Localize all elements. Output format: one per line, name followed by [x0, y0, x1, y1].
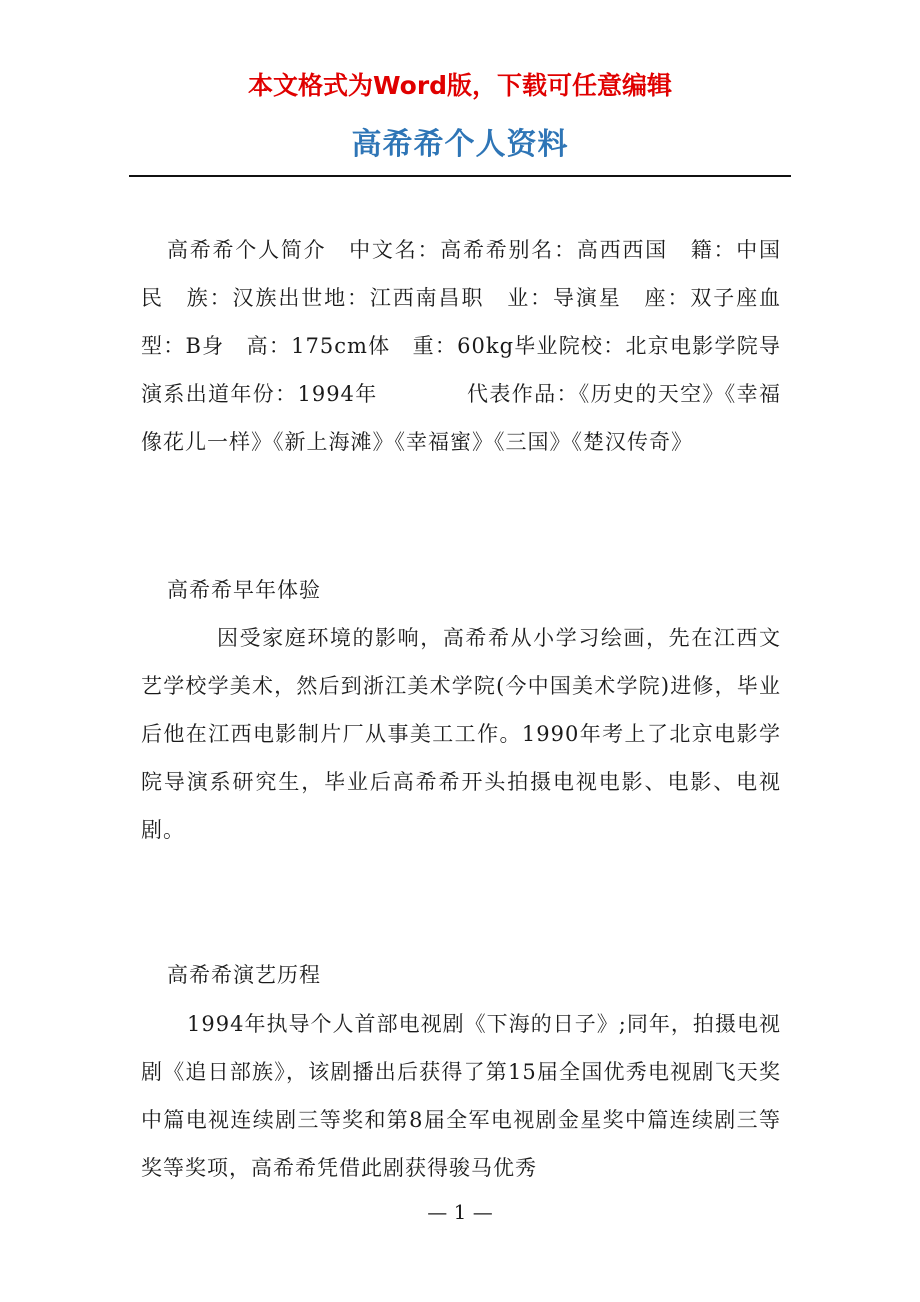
early-heading: 高希希早年体验 — [167, 578, 321, 602]
profile-paragraph: 高希希个人简介 中文名：高希希别名：高西西国 籍：中国民 族：汉族出世地：江西南昌职 业：导演星 座：双子座血 型：B身 高：175cm体 重：60kg毕业院校：北京电影学院导演系出道年份：1994年 代表作品：《历史的天空》《幸福像花儿一样》《新上海滩》《幸福蜜》《三国》《楚汉传奇》 — [141, 238, 803, 454]
career-heading: 高希希演艺历程 — [167, 963, 321, 987]
career-paragraph: 1994年执导个人首部电视剧《下海的日子》;同年，拍摄电视剧《追日部族》，该剧播出后获得了第15届全国优秀电视剧飞天奖中篇电视连续剧三等奖和第8届全军电视剧金星奖中篇连续剧三等奖等奖项，高希希凭借此剧获得骏马优秀 — [141, 1012, 781, 1180]
page-number: — 1 — — [427, 1200, 493, 1224]
title-divider — [129, 175, 791, 177]
download-banner: 本文格式为Word版，下载可任意编辑 — [247, 71, 673, 100]
early-paragraph: 因受家庭环境的影响，高希希从小学习绘画，先在江西文艺学校学美术，然后到浙江美术学院(今中国美术学院)进修，毕业后他在江西电影制片厂从事美工工作。1990年考上了北京电影学院导演系研究生，毕业后高希希开头拍摄电视电影、电影、电视剧。 — [141, 626, 781, 842]
document-title: 高希希个人资料 — [351, 127, 569, 162]
